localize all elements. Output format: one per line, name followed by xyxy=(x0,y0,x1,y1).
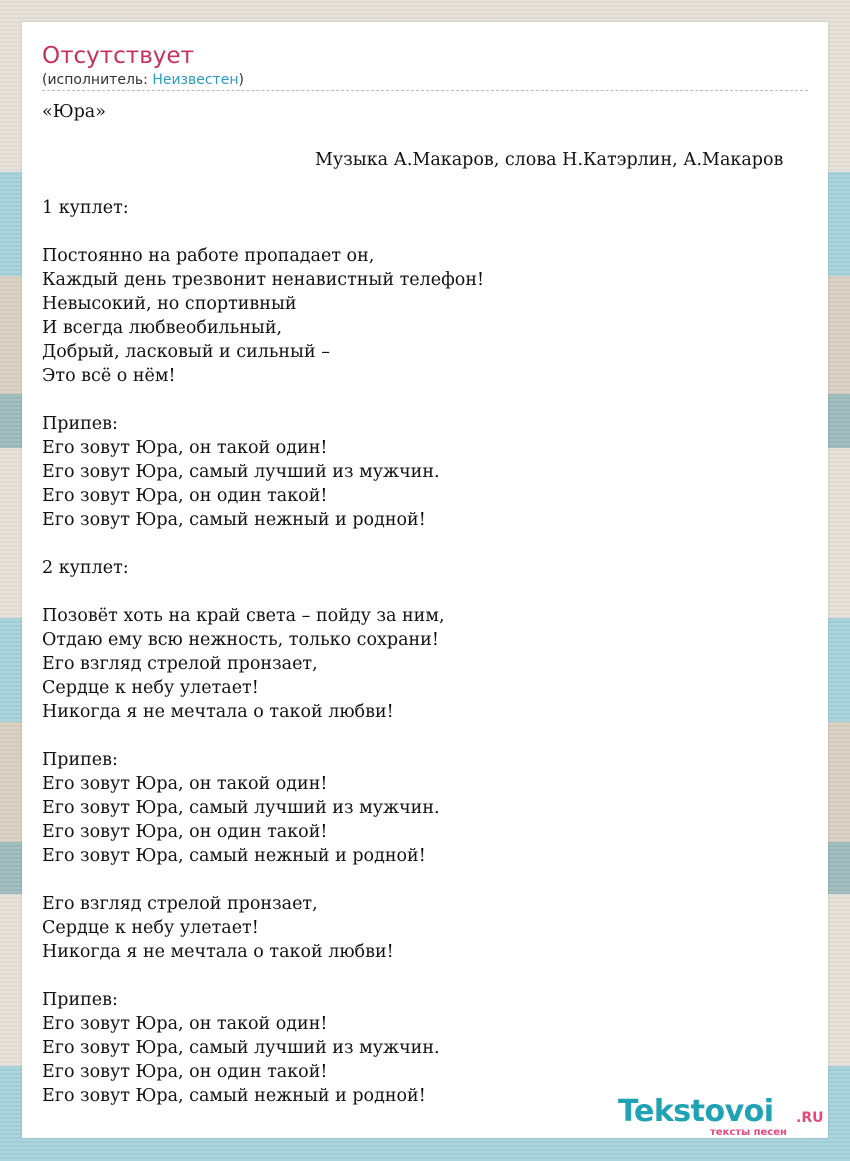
lyric-line: Его зовут Юра, самый нежный и родной! xyxy=(42,1086,426,1106)
chorus-label: Припев: xyxy=(42,990,118,1010)
blank-line xyxy=(42,580,484,604)
verse-label: 2 куплет: xyxy=(42,558,129,578)
lyric-line: Никогда я не мечтала о такой любви! xyxy=(42,702,394,722)
lyrics-text xyxy=(42,100,484,1108)
song-credits: Музыка А.Макаров, слова Н.Катэрлин, А.Макаров xyxy=(315,150,784,170)
blank-line xyxy=(42,532,484,556)
site-logo[interactable] xyxy=(618,1094,828,1138)
song-title-heading: Отсутствует xyxy=(42,43,194,69)
lyric-line: Сердце к небу улетает! xyxy=(42,678,259,698)
logo-domain: .RU xyxy=(796,1110,824,1126)
lyric-line: Его зовут Юра, он один такой! xyxy=(42,1062,328,1082)
lyric-line: Его зовут Юра, он такой один! xyxy=(42,774,328,794)
lyric-line: Его зовут Юра, он такой один! xyxy=(42,438,328,458)
lyric-line: Его зовут Юра, он такой один! xyxy=(42,1014,328,1034)
lyric-line: Каждый день трезвонит ненавистный телефон! xyxy=(42,270,485,290)
lyric-line: И всегда любвеобильный, xyxy=(42,318,283,338)
blank-line xyxy=(42,124,484,148)
lyric-line: Его взгляд стрелой пронзает, xyxy=(42,894,318,914)
artist-prefix: (исполнитель: xyxy=(42,72,153,88)
artist-line xyxy=(42,71,244,89)
lyrics-sheet xyxy=(22,22,828,1138)
lyrics-song-title: «Юра» xyxy=(42,102,106,122)
lyric-line: Его зовут Юра, самый лучший из мужчин. xyxy=(42,798,440,818)
blank-line xyxy=(42,172,484,196)
lyric-line: Отдаю ему всю нежность, только сохрани! xyxy=(42,630,439,650)
blank-line xyxy=(42,724,484,748)
chorus-label: Припев: xyxy=(42,750,118,770)
lyric-line: Это всё о нём! xyxy=(42,366,176,386)
lyric-line: Его зовут Юра, самый лучший из мужчин. xyxy=(42,462,440,482)
lyric-line: Его зовут Юра, он один такой! xyxy=(42,822,328,842)
blank-line xyxy=(42,220,484,244)
lyric-line: Постоянно на работе пропадает он, xyxy=(42,246,375,266)
chorus-label: Припев: xyxy=(42,414,118,434)
header-divider xyxy=(42,90,808,91)
blank-line xyxy=(42,868,484,892)
logo-tagline: тексты песен xyxy=(710,1127,787,1138)
blank-line xyxy=(42,388,484,412)
lyric-line: Его взгляд стрелой пронзает, xyxy=(42,654,318,674)
lyric-line: Позовёт хоть на край света – пойду за ним, xyxy=(42,606,445,626)
lyric-line: Его зовут Юра, он один такой! xyxy=(42,486,328,506)
lyric-line: Добрый, ласковый и сильный – xyxy=(42,342,330,362)
logo-wordmark: Tekstovoi xyxy=(618,1094,774,1129)
verse-label: 1 куплет: xyxy=(42,198,129,218)
artist-suffix: ) xyxy=(238,72,244,88)
lyric-line: Его зовут Юра, самый лучший из мужчин. xyxy=(42,1038,440,1058)
lyric-line: Его зовут Юра, самый нежный и родной! xyxy=(42,846,426,866)
lyric-line: Невысокий, но спортивный xyxy=(42,294,297,314)
artist-link[interactable]: Неизвестен xyxy=(152,72,239,88)
blank-line xyxy=(42,148,484,172)
lyric-line: Никогда я не мечтала о такой любви! xyxy=(42,942,394,962)
lyric-line: Сердце к небу улетает! xyxy=(42,918,259,938)
lyric-line: Его зовут Юра, самый нежный и родной! xyxy=(42,510,426,530)
blank-line xyxy=(42,964,484,988)
